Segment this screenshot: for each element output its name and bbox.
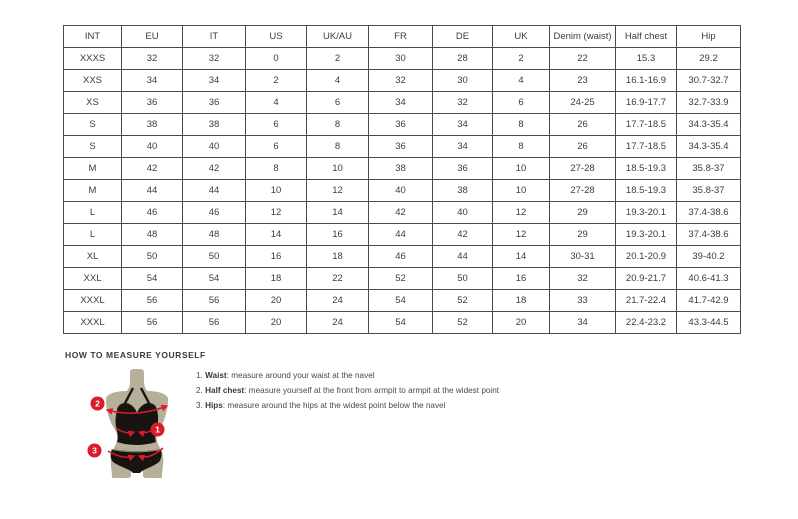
table-cell: 56 — [122, 290, 183, 312]
step-number: 2. — [196, 386, 206, 395]
table-cell: 36 — [433, 158, 493, 180]
measure-step-waist — [196, 370, 499, 385]
table-cell: 6 — [307, 92, 369, 114]
column-header: EU — [122, 26, 183, 48]
table-cell: 18.5-19.3 — [616, 158, 677, 180]
size-table — [63, 25, 741, 334]
table-cell: XXS — [64, 70, 122, 92]
table-cell: 37.4-38.6 — [677, 202, 741, 224]
table-cell: XXL — [64, 268, 122, 290]
table-cell: 40 — [183, 136, 246, 158]
table-row — [64, 92, 741, 114]
table-cell: 35.8-37 — [677, 180, 741, 202]
table-row — [64, 268, 741, 290]
table-cell: 34 — [369, 92, 433, 114]
table-cell: 14 — [246, 224, 307, 246]
table-cell: 54 — [369, 290, 433, 312]
table-cell: 14 — [493, 246, 550, 268]
table-cell: 18 — [246, 268, 307, 290]
table-cell: 4 — [246, 92, 307, 114]
table-cell: 15.3 — [616, 48, 677, 70]
table-row — [64, 180, 741, 202]
table-cell: 10 — [246, 180, 307, 202]
table-cell: 20.1-20.9 — [616, 246, 677, 268]
table-row — [64, 202, 741, 224]
table-cell: 50 — [122, 246, 183, 268]
table-cell: 18.5-19.3 — [616, 180, 677, 202]
table-cell: 42 — [433, 224, 493, 246]
table-cell: 40 — [369, 180, 433, 202]
table-cell: 35.8-37 — [677, 158, 741, 180]
table-cell: 36 — [369, 136, 433, 158]
table-cell: 34 — [183, 70, 246, 92]
table-cell: 26 — [550, 114, 616, 136]
badge-waist-number: 1 — [155, 424, 160, 435]
table-cell: S — [64, 114, 122, 136]
table-cell: 27-28 — [550, 180, 616, 202]
table-cell: XXXL — [64, 290, 122, 312]
table-cell: 16 — [307, 224, 369, 246]
step-text: : measure yourself at the front from armpit to armpit at the widest point — [244, 386, 500, 395]
measure-step-half-chest — [196, 385, 499, 400]
table-cell: 10 — [307, 158, 369, 180]
table-cell: 16 — [493, 268, 550, 290]
table-cell: M — [64, 180, 122, 202]
table-cell: 34 — [550, 312, 616, 334]
table-cell: 36 — [369, 114, 433, 136]
table-cell: 42 — [183, 158, 246, 180]
step-number: 1. — [196, 371, 206, 380]
table-cell: 8 — [493, 136, 550, 158]
table-cell: 34.3-35.4 — [677, 136, 741, 158]
table-cell: 6 — [493, 92, 550, 114]
badge-waist — [151, 423, 165, 437]
table-cell: 56 — [183, 290, 246, 312]
table-cell: 41.7-42.9 — [677, 290, 741, 312]
table-row — [64, 48, 741, 70]
table-cell: 44 — [183, 180, 246, 202]
table-cell: 29.2 — [677, 48, 741, 70]
table-row — [64, 246, 741, 268]
table-cell: 40.6-41.3 — [677, 268, 741, 290]
table-cell: 46 — [369, 246, 433, 268]
table-cell: 42 — [369, 202, 433, 224]
table-cell: 44 — [369, 224, 433, 246]
measure-section-title: HOW TO MEASURE YOURSELF — [65, 350, 206, 360]
table-cell: 32.7-33.9 — [677, 92, 741, 114]
table-cell: 12 — [307, 180, 369, 202]
step-label: Waist — [205, 371, 227, 380]
table-cell: 52 — [433, 290, 493, 312]
table-cell: XXXL — [64, 312, 122, 334]
table-cell: 37.4-38.6 — [677, 224, 741, 246]
table-cell: 39-40.2 — [677, 246, 741, 268]
step-text: : measure around the hips at the widest point below the navel — [222, 401, 446, 410]
table-cell: 2 — [493, 48, 550, 70]
table-cell: 29 — [550, 202, 616, 224]
table-cell: 8 — [493, 114, 550, 136]
table-cell: 38 — [122, 114, 183, 136]
table-cell: 12 — [246, 202, 307, 224]
table-cell: 12 — [493, 202, 550, 224]
table-cell: 30 — [433, 70, 493, 92]
table-cell: 23 — [550, 70, 616, 92]
table-cell: 38 — [183, 114, 246, 136]
table-cell: 22 — [307, 268, 369, 290]
table-cell: L — [64, 224, 122, 246]
table-cell: 21.7-22.4 — [616, 290, 677, 312]
badge-half-chest-number: 2 — [95, 398, 100, 409]
column-header: Half chest — [616, 26, 677, 48]
table-cell: 32 — [183, 48, 246, 70]
table-cell: 4 — [307, 70, 369, 92]
column-header: IT — [183, 26, 246, 48]
table-cell: 48 — [122, 224, 183, 246]
table-cell: 50 — [433, 268, 493, 290]
mannequin-neck — [123, 369, 151, 394]
table-cell: 10 — [493, 158, 550, 180]
table-cell: 40 — [122, 136, 183, 158]
table-cell: 32 — [369, 70, 433, 92]
table-cell: 18 — [307, 246, 369, 268]
measure-steps — [196, 370, 499, 415]
table-cell: L — [64, 202, 122, 224]
table-cell: 0 — [246, 48, 307, 70]
table-cell: 20 — [246, 290, 307, 312]
table-cell: 27-28 — [550, 158, 616, 180]
table-cell: 22 — [550, 48, 616, 70]
table-cell: 38 — [433, 180, 493, 202]
table-cell: 24-25 — [550, 92, 616, 114]
table-cell: 30.7-32.7 — [677, 70, 741, 92]
table-cell: 6 — [246, 114, 307, 136]
table-cell: 33 — [550, 290, 616, 312]
table-cell: S — [64, 136, 122, 158]
table-cell: XXXS — [64, 48, 122, 70]
table-cell: 10 — [493, 180, 550, 202]
table-cell: 36 — [122, 92, 183, 114]
table-cell: 34.3-35.4 — [677, 114, 741, 136]
size-table-body — [64, 48, 741, 334]
table-cell: 8 — [307, 136, 369, 158]
table-cell: 16.1-16.9 — [616, 70, 677, 92]
table-cell: 32 — [433, 92, 493, 114]
column-header: Hip — [677, 26, 741, 48]
table-cell: 28 — [433, 48, 493, 70]
column-header: DE — [433, 26, 493, 48]
table-cell: 36 — [183, 92, 246, 114]
table-cell: 46 — [122, 202, 183, 224]
table-cell: XL — [64, 246, 122, 268]
table-cell: 18 — [493, 290, 550, 312]
step-text: : measure around your waist at the navel — [226, 371, 375, 380]
step-label: Hips — [205, 401, 223, 410]
table-cell: 32 — [122, 48, 183, 70]
table-cell: 6 — [246, 136, 307, 158]
measurement-figure — [83, 369, 195, 484]
table-cell: 19.3-20.1 — [616, 224, 677, 246]
table-cell: 42 — [122, 158, 183, 180]
table-cell: 20 — [493, 312, 550, 334]
table-cell: 29 — [550, 224, 616, 246]
table-cell: 38 — [369, 158, 433, 180]
table-row — [64, 290, 741, 312]
table-cell: 34 — [433, 136, 493, 158]
step-label: Half chest — [205, 386, 245, 395]
size-table-header-row — [64, 26, 741, 48]
table-cell: 52 — [369, 268, 433, 290]
badge-half-chest — [91, 397, 105, 411]
table-cell: 24 — [307, 290, 369, 312]
table-cell: XS — [64, 92, 122, 114]
table-cell: 22.4-23.2 — [616, 312, 677, 334]
column-header: UK/AU — [307, 26, 369, 48]
table-cell: 44 — [122, 180, 183, 202]
table-cell: 24 — [307, 312, 369, 334]
table-cell: 30 — [369, 48, 433, 70]
step-number: 3. — [196, 401, 206, 410]
column-header: UK — [493, 26, 550, 48]
table-row — [64, 136, 741, 158]
table-cell: 50 — [183, 246, 246, 268]
table-cell: 34 — [433, 114, 493, 136]
table-cell: 14 — [307, 202, 369, 224]
table-cell: 2 — [307, 48, 369, 70]
table-cell: 32 — [550, 268, 616, 290]
table-row — [64, 114, 741, 136]
table-cell: 16 — [246, 246, 307, 268]
table-cell: 8 — [246, 158, 307, 180]
table-cell: 16.9-17.7 — [616, 92, 677, 114]
mannequin-illustration — [83, 369, 195, 484]
table-cell: 54 — [183, 268, 246, 290]
table-row — [64, 312, 741, 334]
table-cell: 52 — [433, 312, 493, 334]
table-cell: 54 — [122, 268, 183, 290]
table-row — [64, 70, 741, 92]
table-cell: 20 — [246, 312, 307, 334]
table-cell: 46 — [183, 202, 246, 224]
table-cell: M — [64, 158, 122, 180]
table-cell: 40 — [433, 202, 493, 224]
table-row — [64, 158, 741, 180]
table-cell: 48 — [183, 224, 246, 246]
table-row — [64, 224, 741, 246]
table-cell: 56 — [183, 312, 246, 334]
table-cell: 26 — [550, 136, 616, 158]
table-cell: 17.7-18.5 — [616, 114, 677, 136]
table-cell: 43.3-44.5 — [677, 312, 741, 334]
table-cell: 20.9-21.7 — [616, 268, 677, 290]
table-cell: 54 — [369, 312, 433, 334]
table-cell: 4 — [493, 70, 550, 92]
table-cell: 44 — [433, 246, 493, 268]
table-cell: 56 — [122, 312, 183, 334]
column-header: FR — [369, 26, 433, 48]
table-cell: 30-31 — [550, 246, 616, 268]
table-cell: 12 — [493, 224, 550, 246]
badge-hips — [88, 444, 102, 458]
table-cell: 8 — [307, 114, 369, 136]
table-cell: 19.3-20.1 — [616, 202, 677, 224]
table-cell: 34 — [122, 70, 183, 92]
column-header: Denim (waist) — [550, 26, 616, 48]
table-cell: 2 — [246, 70, 307, 92]
table-cell: 17.7-18.5 — [616, 136, 677, 158]
column-header: INT — [64, 26, 122, 48]
column-header: US — [246, 26, 307, 48]
measure-step-hips — [196, 400, 499, 415]
badge-hips-number: 3 — [92, 445, 97, 456]
